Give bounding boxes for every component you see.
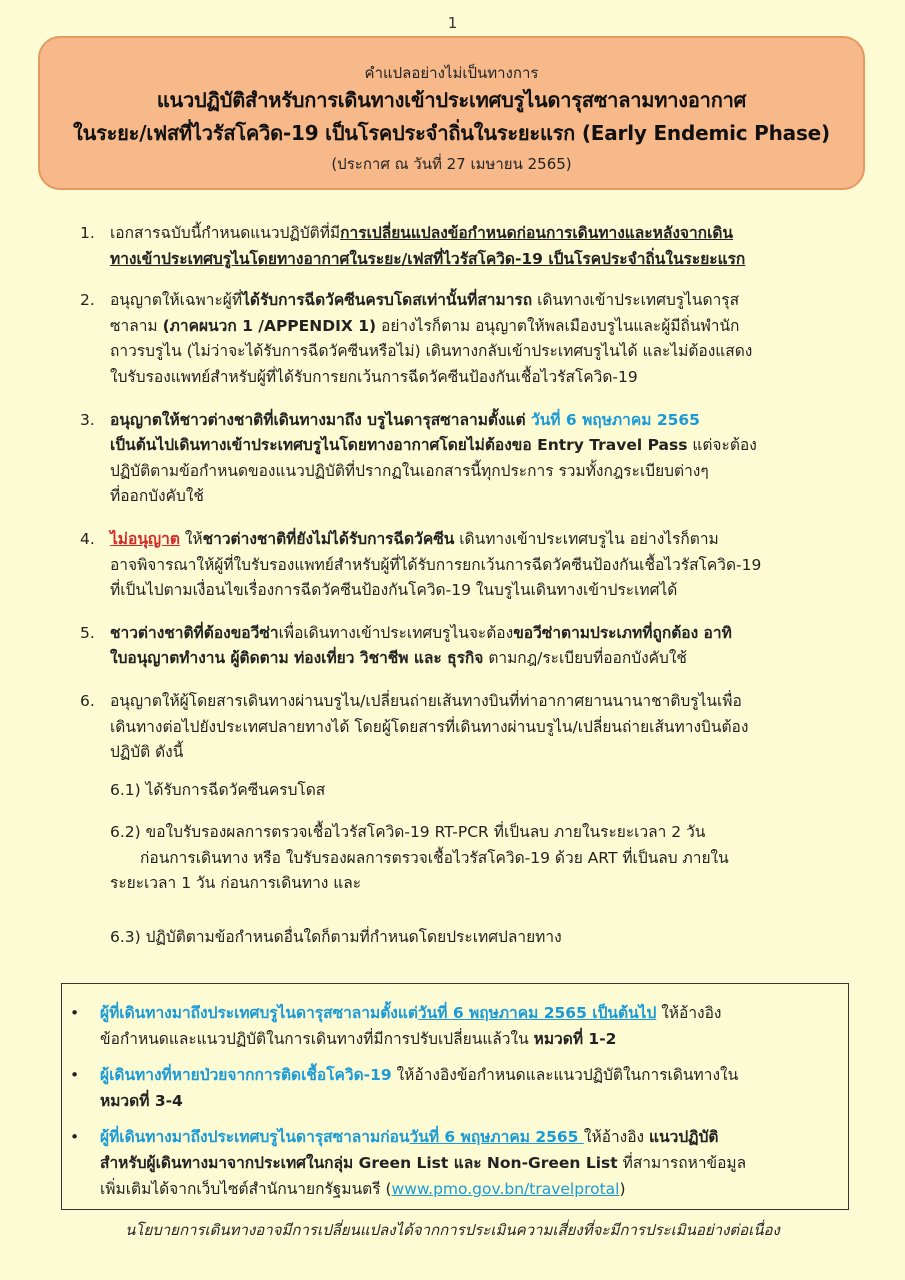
notice-3-bold-a: แนวปฏิบัติ <box>649 1128 719 1146</box>
item5-text-b: ตามกฎ/ระเบียบที่ออกบังคับใช้ <box>483 649 687 668</box>
bullet-icon: • <box>70 1066 80 1084</box>
document-title-line-2: ในระยะ/เฟสที่ไวรัสโควิด-19 เป็นโรคประจำถิ่นในระยะแรก (Early Endemic Phase) <box>73 121 830 145</box>
item2-appendix: (ภาคผนวก 1 /APPENDIX 1) <box>162 316 377 335</box>
item3-date-highlight: วันที่ 6 พฤษภาคม 2565 <box>531 410 700 429</box>
notice-bullet-1 <box>70 1000 834 1052</box>
item4-text-d: ที่เป็นไปตามเงื่อนไขเรื่องการฉีดวัคซีนป้องกันโควิด-19 ในบรูไนเดินทางเข้าประเทศได้ <box>110 581 678 600</box>
item2-text-d: อย่างไรก็ตาม อนุญาตให้พลเมืองบรูไนและผู้มีถิ่นพำนัก <box>376 316 740 335</box>
item6-text-c: ปฏิบัติ ดังนี้ <box>110 743 184 762</box>
guideline-item-5 <box>80 621 860 672</box>
announcement-date: (ประกาศ ณ วันที่ 27 เมษายน 2565) <box>331 155 572 173</box>
guideline-item-4 <box>80 527 860 604</box>
notice-1-text-b: ข้อกำหนดและแนวปฏิบัติในการเดินทางที่มีการปรับเปลี่ยนแล้วใน <box>100 1030 534 1048</box>
notice-3-text-c: เพิ่มเติมได้จากเว็บไซต์สำนักนายกรัฐมนตรี ( <box>100 1180 392 1198</box>
item2-text-f: ใบรับรองแพทย์สำหรับผู้ที่ได้รับการยกเว้นการฉีดวัคซีนป้องกันเชื้อไวรัสโควิด-19 <box>110 367 638 386</box>
guideline-item-2 <box>80 288 860 390</box>
notice-3-text-a: ให้อ้างอิง <box>583 1128 650 1146</box>
item3-text-a: แต่จะต้อง <box>687 436 757 455</box>
notice-2-text: ให้อ้างอิงข้อกำหนดและแนวปฏิบัติในการเดินทางใน <box>391 1066 739 1084</box>
notice-3-bold-b: สำหรับผู้เดินทางมาจากประเทศในกลุ่ม Green List และ Non-Green List <box>100 1154 618 1172</box>
item3-bold-a: อนุญาตให้ชาวต่างชาติที่เดินทางมาถึง บรูไนดารุสซาลามตั้งแต่ <box>110 410 531 429</box>
item-number: 4. <box>80 529 95 548</box>
item-number: 6. <box>80 691 95 710</box>
notice-1-date: วันที่ 6 พฤษภาคม 2565 เป็นต้นไป <box>417 1004 657 1022</box>
sub-item-6-2-text-b: ก่อนการเดินทาง หรือ ใบรับรองผลการตรวจเชื้อไวรัสโควิด-19 ด้วย ART ที่เป็นลบ ภายใน <box>140 848 729 867</box>
notice-bullet-3 <box>70 1124 834 1202</box>
item4-text-a: ให้ <box>179 529 203 548</box>
item2-text-a: อนุญาตให้เฉพาะผู้ที่ <box>110 291 243 310</box>
item1-text: เอกสารฉบับนี้กำหนดแนวปฏิบัติที่มี <box>110 224 341 242</box>
notice-1-section: หมวดที่ 1-2 <box>533 1030 617 1048</box>
notice-box <box>61 983 849 1210</box>
guideline-item-1 <box>80 221 860 272</box>
notice-1-text-a: ให้อ้างอิง <box>656 1004 722 1022</box>
sub-item-6-3 <box>110 925 860 951</box>
item-number: 3. <box>80 410 95 429</box>
item1-underlined-a: การเปลี่ยนแปลงข้อกำหนดก่อนการเดินทางและหลังจากเดิน <box>340 224 734 242</box>
sub-item-6-2-text-c: ระยะเวลา 1 วัน ก่อนการเดินทาง และ <box>110 874 362 893</box>
item5-text-a: เพื่อเดินทางเข้าประเทศบรูไนจะต้อง <box>278 623 514 642</box>
item4-bold: ชาวต่างชาติที่ยังไม่ได้รับการฉีดวัคซีน <box>202 529 455 548</box>
item6-text-b: เดินทางต่อไปยังประเทศปลายทางได้ โดยผู้โดยสารที่เดินทางผ่านบรูไน/เปลี่ยนถ่ายเส้นทางบินต้อง <box>110 717 749 736</box>
guideline-item-3 <box>80 408 860 510</box>
item3-text-c: ที่ออกบังคับใช้ <box>110 487 204 506</box>
sub-item-6-1-text: 6.1) ได้รับการฉีดวัคซีนครบโดส <box>110 780 326 799</box>
footer-note: นโยบายการเดินทางอาจมีการเปลี่ยนแปลงได้จากการประเมินความเสี่ยงที่จะมีการประเมินอย่างต่อเนื่อง <box>125 1221 780 1239</box>
item4-not-allowed: ไม่อนุญาต <box>110 529 180 548</box>
item6-text-a: อนุญาตให้ผู้โดยสารเดินทางผ่านบรูไน/เปลี่ยนถ่ายเส้นทางบินที่ท่าอากาศยานนานาชาติบรูไนเพื่อ <box>110 691 742 710</box>
notice-3-text-d: ) <box>619 1180 626 1198</box>
item2-text-c: ซาลาม <box>110 316 163 335</box>
guideline-item-6 <box>80 689 860 951</box>
notice-3-date: วันที่ 6 พฤษภาคม 2565 <box>409 1128 584 1146</box>
item5-bold-a: ชาวต่างชาติที่ต้องขอวีซ่า <box>110 623 279 642</box>
item2-text-b: เดินทางเข้าประเทศบรูไนดารุส <box>532 291 740 310</box>
item1-underlined-b: ทางเข้าประเทศบรูไนโดยทางอากาศในระยะ/เฟสที่ไวรัสโควิด-19 เป็นโรคประจำถิ่นในระยะแรก <box>110 249 746 268</box>
bullet-icon: • <box>70 1128 80 1146</box>
item4-text-b: เดินทางเข้าประเทศบรูไน อย่างไรก็ตาม <box>454 529 719 548</box>
notice-1-who: ผู้ที่เดินทางมาถึงประเทศบรูไนดารุสซาลามตั้งแต่ <box>100 1004 418 1022</box>
guideline-list <box>80 221 860 951</box>
item5-bold-b: ขอวีซ่าตามประเภทที่ถูกต้อง อาทิ <box>513 623 732 642</box>
item4-text-c: อาจพิจารณาให้ผู้ที่ใบรับรองแพทย์สำหรับผู้ที่ได้รับการยกเว้นการฉีดวัคซีนป้องกันเชื้อไวรัสโควิด-19 <box>110 555 762 574</box>
page-number: 1 <box>447 14 458 32</box>
header-box <box>38 36 865 190</box>
document-title-line-1: แนวปฏิบัติสำหรับการเดินทางเข้าประเทศบรูไนดารุสซาลามทางอากาศ <box>156 88 747 112</box>
sub-item-6-3-text: 6.3) ปฏิบัติตามข้อกำหนดอื่นใดก็ตามที่กำหนดโดยประเทศปลายทาง <box>110 928 562 947</box>
unofficial-translation-label: คำแปลอย่างไม่เป็นทางการ <box>364 64 539 82</box>
item3-bold-b: เป็นต้นไปเดินทางเข้าประเทศบรูไนโดยทางอากาศโดยไม่ต้องขอ Entry Travel Pass <box>110 436 688 455</box>
item-number: 2. <box>80 291 95 310</box>
item3-text-b: ปฏิบัติตามข้อกำหนดของแนวปฏิบัติที่ปรากฏในเอกสารนี้ทุกประการ รวมทั้งกฎระเบียบต่างๆ <box>110 461 709 480</box>
notice-3-who: ผู้ที่เดินทางมาถึงประเทศบรูไนดารุสซาลามก่อน <box>100 1128 410 1146</box>
item5-bold-c: ใบอนุญาตทำงาน ผู้ติดตาม ท่องเที่ยว วิชาชีพ และ ธุรกิจ <box>110 649 484 668</box>
notice-2-section: หมวดที่ 3-4 <box>100 1092 183 1110</box>
pmo-travel-link[interactable]: www.pmo.gov.bn/travelprotal <box>391 1180 620 1198</box>
notice-2-who: ผู้เดินทางที่หายป่วยจากการติดเชื้อโควิด-19 <box>100 1066 392 1084</box>
sub-item-6-1 <box>110 778 860 804</box>
item2-text-e: ถาวรบรูไน (ไม่ว่าจะได้รับการฉีดวัคซีนหรือไม่) เดินทางกลับเข้าประเทศบรูไนได้ และไม่ต้องแสดง <box>110 342 753 361</box>
notice-3-text-b: ที่สามารถหาข้อมูล <box>617 1154 747 1172</box>
sub-item-6-2-text-a: 6.2) ขอใบรับรองผลการตรวจเชื้อไวรัสโควิด-19 RT-PCR ที่เป็นลบ ภายในระยะเวลา 2 วัน <box>110 823 706 842</box>
item-number: 1. <box>80 224 95 242</box>
bullet-icon: • <box>70 1004 80 1022</box>
item2-bold-a: ได้รับการฉีดวัคซีนครบโดสเท่านั้นที่สามารถ <box>242 291 533 310</box>
notice-bullet-2 <box>70 1062 834 1114</box>
item-number: 5. <box>80 623 95 642</box>
sub-item-6-2 <box>110 820 860 897</box>
